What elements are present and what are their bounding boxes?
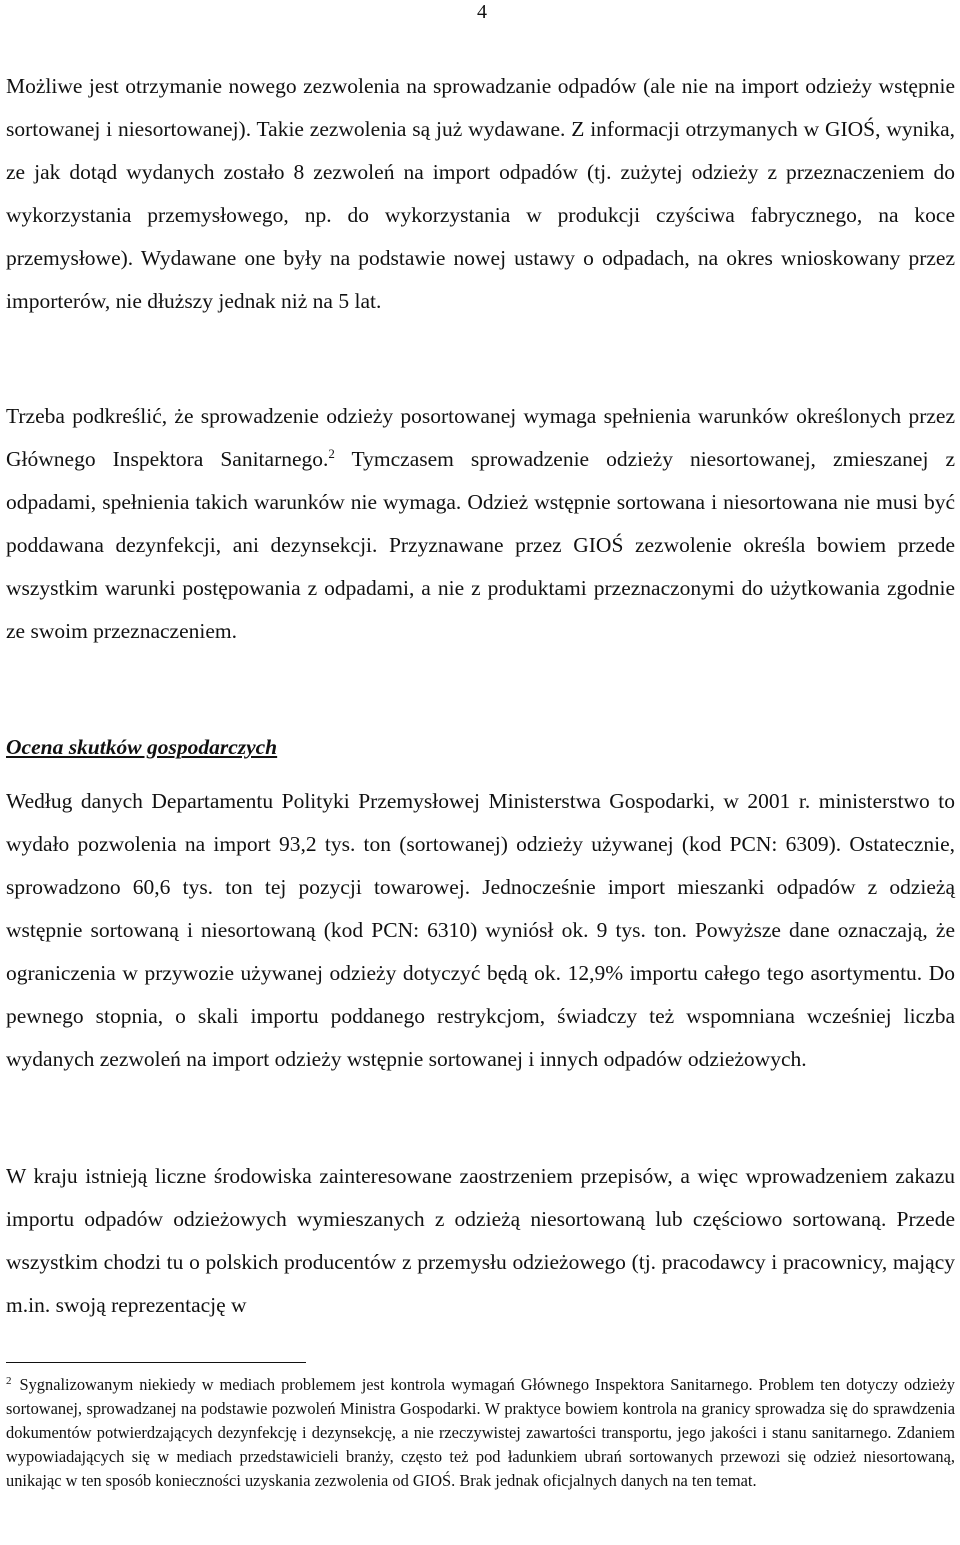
footnote-reference[interactable]: 2 xyxy=(328,445,335,461)
footnote-text: Sygnalizowanym niekiedy w mediach problemem jest kontrola wymagań Głównego Inspektora Sanitarnego. Problem ten dotyczy odzieży sortowanej, sprowadzanej na podstawie pozwoleń Ministra Gospodarki. W praktyce bowiem kontrola na granicy sprowadza się do sprawdzenia dokumentów potwierdzających dezynfekcję i dezynsekcję, a nie rzeczywistej zawartości transportu, jego jakości i stanu sanitarnego. Zdaniem wypowiadających się w mediach przedstawicieli branży, często też pod ładunkiem ubrań sortowanych przewozi się odzież niesortowaną, unikając w ten sposób konieczności uzyskania zezwolenia od GIOŚ. Brak jednak oficjalnych danych na ten temat. xyxy=(6,1375,955,1490)
page-number: 4 xyxy=(477,1,487,23)
paragraph-text: W kraju istnieją liczne środowiska zainteresowane zaostrzeniem przepisów, a więc wprowadzeniem zakazu importu odpadów odzieżowych wymieszanych z odzieżą niesortowaną lub częściowo sortowaną. Przede wszystkim chodzi tu o polskich producentów z przemysłu odzieżowego (tj. pracodawcy i pracownicy, mający m.in. swoją reprezentację w xyxy=(6,1164,955,1317)
paragraph-import-permits xyxy=(6,65,955,323)
paragraph-interest-groups xyxy=(6,1155,955,1327)
paragraph-text: Możliwe jest otrzymanie nowego zezwolenia na sprowadzanie odpadów (ale nie na import odzieży wstępnie sortowanej i niesortowanej). Takie zezwolenia są już wydawane. Z informacji otrzymanych w GIOŚ, wynika, ze jak dotąd wydanych zostało 8 zezwoleń na import odpadów (tj. zużytej odzieży z przeznaczeniem do wykorzystania przemysłowego, np. do wykorzystania w produkcji czyściwa fabrycznego, na koce przemysłowe). Wydawane one były na podstawie nowej ustawy o odpadach, na okres wnioskowany przez importerów, nie dłuższy jednak niż na 5 lat. xyxy=(6,74,955,313)
paragraph-text-end: Tymczasem sprowadzenie odzieży niesortowanej, zmieszanej z odpadami, spełnienia takich warunków nie wymaga. Odzież wstępnie sortowana i niesortowana nie musi być poddawana dezynfekcji, ani dezynsekcji. Przyznawane przez GIOŚ zezwolenie określa bowiem przede wszystkim warunki postępowania z odpadami, a nie z produktami przeznaczonymi do użytkowania zgodnie ze swoim przeznaczeniem. xyxy=(6,447,955,643)
footnote xyxy=(6,1373,955,1493)
paragraph-text-start: Trzeba podkreślić, że sprowadzenie odzieży posortowanej wymaga spełnienia warunków określonych przez Głównego Inspektora Sanitarnego. xyxy=(6,404,955,471)
paragraph-text xyxy=(6,395,955,653)
paragraph-sanitary-requirements xyxy=(6,395,955,653)
footnote-mark: 2 xyxy=(6,1374,12,1387)
paragraph-ministry-data xyxy=(6,780,955,1081)
section-heading: Ocena skutków gospodarczych xyxy=(6,735,278,759)
paragraph-text: Według danych Departamentu Polityki Przemysłowej Ministerstwa Gospodarki, w 2001 r. ministerstwo to wydało pozwolenia na import 93,2 tys. ton (sortowanej) odzieży używanej (kod PCN: 6309). Ostatecznie, sprowadzono 60,6 tys. ton tej pozycji towarowej. Jednocześnie import mieszanki odpadów z odzieżą wstępnie sortowaną i niesortowaną (kod PCN: 6310) wyniósł ok. 9 tys. ton. Powyższe dane oznaczają, że ograniczenia w przywozie używanej odzieży dotyczyć będą ok. 12,9% importu całego tego asortymentu. Do pewnego stopnia, o skali importu poddanego restrykcjom, świadczy też wspomniana wcześniej liczba wydanych zezwoleń na import odzieży wstępnie sortowanej i innych odpadów odzieżowych. xyxy=(6,789,955,1071)
footnote-divider xyxy=(6,1362,306,1363)
